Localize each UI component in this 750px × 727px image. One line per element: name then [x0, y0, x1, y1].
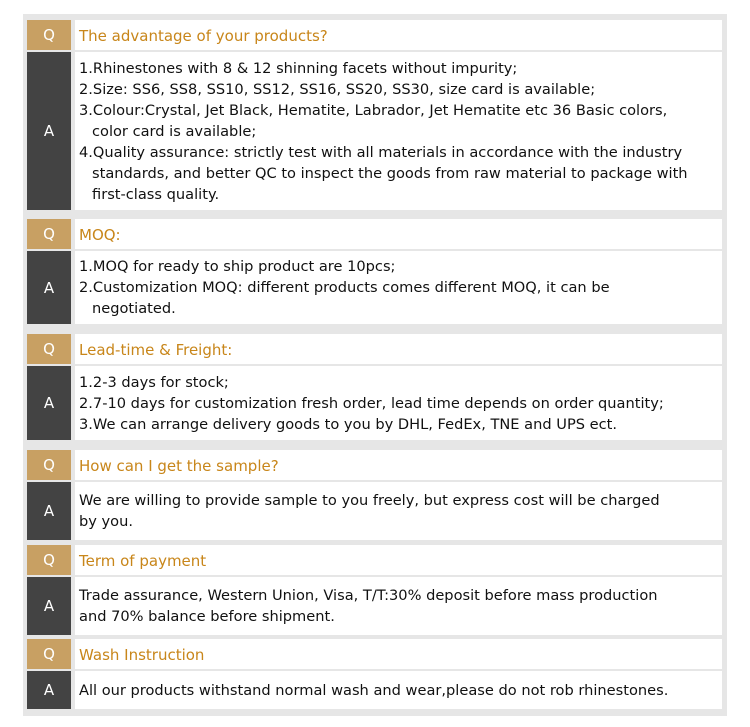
answer-line: 1.Rhinestones with 8 & 12 shinning facets without impurity; — [79, 59, 518, 77]
faq-question-row — [27, 639, 722, 669]
answer-line: All our products withstand normal wash and wear,please do not rob rhinestones. — [79, 681, 669, 699]
answer-badge: A — [27, 251, 71, 324]
faq-answer-row — [27, 671, 722, 709]
question-text: Wash Instruction — [75, 639, 722, 669]
answer-text — [75, 577, 722, 635]
answer-line: 1.2-3 days for stock; — [79, 373, 229, 391]
answer-badge: A — [27, 671, 71, 709]
answer-line: first-class quality. — [92, 185, 220, 203]
faq-answer-row — [27, 366, 722, 440]
answer-line: 3.Colour:Crystal, Jet Black, Hematite, Labrador, Jet Hematite etc 36 Basic colors, — [79, 101, 668, 119]
question-text: The advantage of your products? — [75, 20, 722, 50]
question-text: MOQ: — [75, 219, 722, 249]
faq-question-row — [27, 219, 722, 249]
answer-line: color card is available; — [92, 122, 257, 140]
faq-table — [23, 14, 727, 716]
answer-line: 4.Quality assurance: strictly test with all materials in accordance with the industry — [79, 143, 683, 161]
answer-text — [75, 52, 722, 210]
answer-text — [75, 366, 722, 440]
question-text: How can I get the sample? — [75, 450, 722, 480]
answer-badge: A — [27, 366, 71, 440]
question-badge: Q — [27, 334, 71, 364]
answer-badge: A — [27, 482, 71, 540]
answer-text — [75, 482, 722, 540]
faq-question-row — [27, 450, 722, 480]
faq-answer-row — [27, 482, 722, 540]
answer-line: standards, and better QC to inspect the goods from raw material to package with — [92, 164, 688, 182]
question-badge: Q — [27, 20, 71, 50]
answer-line: 2.Customization MOQ: different products comes different MOQ, it can be — [79, 279, 610, 296]
faq-answer-row — [27, 52, 722, 210]
faq-answer-row — [27, 251, 722, 324]
answer-line: negotiated. — [92, 300, 176, 317]
question-text: Lead-time & Freight: — [75, 334, 722, 364]
answer-line: by you. — [79, 513, 133, 530]
answer-text — [75, 251, 722, 324]
answer-text — [75, 671, 722, 709]
answer-line: 2.Size: SS6, SS8, SS10, SS12, SS16, SS20, SS30, size card is available; — [79, 80, 596, 98]
answer-line: We are willing to provide sample to you freely, but express cost will be charged — [79, 492, 660, 509]
question-badge: Q — [27, 450, 71, 480]
answer-line: and 70% balance before shipment. — [79, 608, 335, 625]
answer-line: 2.7-10 days for customization fresh order, lead time depends on order quantity; — [79, 394, 664, 412]
answer-line: 3.We can arrange delivery goods to you by DHL, FedEx, TNE and UPS ect. — [79, 415, 618, 433]
question-badge: Q — [27, 545, 71, 575]
question-text: Term of payment — [75, 545, 722, 575]
faq-answer-row — [27, 577, 722, 635]
faq-question-row — [27, 545, 722, 575]
question-badge: Q — [27, 219, 71, 249]
faq-question-row — [27, 20, 722, 50]
question-badge: Q — [27, 639, 71, 669]
faq-question-row — [27, 334, 722, 364]
answer-badge: A — [27, 577, 71, 635]
answer-badge: A — [27, 52, 71, 210]
answer-line: Trade assurance, Western Union, Visa, T/T:30% deposit before mass production — [79, 587, 658, 604]
answer-line: 1.MOQ for ready to ship product are 10pcs; — [79, 258, 396, 275]
